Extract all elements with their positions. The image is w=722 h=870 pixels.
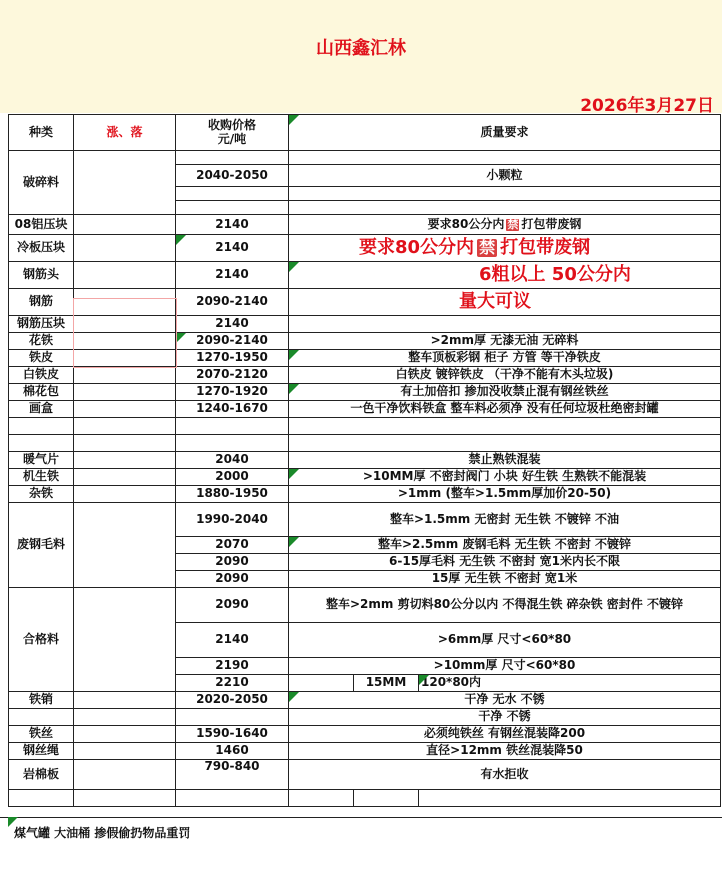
req-cell: 禁止熟铁混装 [289,452,721,469]
req-cell [289,235,721,262]
type-cell: 合格料 [9,588,74,692]
price-cell: 1590-1640 [176,726,289,743]
price-cell: 1880-1950 [176,486,289,503]
col-type: 种类 [9,115,74,151]
price-cell: 2000 [176,469,289,486]
req-cell: 干净 不锈 [289,709,721,726]
type-cell: 铁销 [9,692,74,709]
type-cell: 破碎料 [9,151,74,215]
change-cell [74,692,176,709]
req-cell: 有水拒收 [289,760,721,790]
table-row [9,401,721,418]
req-cell [354,790,419,807]
type-cell: 杂铁 [9,486,74,503]
price-cell: 2190 [176,658,289,675]
price-cell: 2140 [176,215,289,235]
req-cell [289,151,721,165]
type-cell: 铁皮 [9,350,74,367]
ban-stamp-icon: 禁 [479,238,496,258]
price-cell: 1240-1670 [176,401,289,418]
type-cell: 白铁皮 [9,367,74,384]
req-cell: 有土加倍扣 掺加没收禁止混有钢丝铁丝 [289,384,721,401]
change-cell [74,709,176,726]
req-cell: 120*80内 [419,675,721,692]
price-cell [176,187,289,201]
type-cell: 花铁 [9,333,74,350]
selection-highlight [73,298,177,368]
table-row [9,262,721,289]
price-cell: 2140 [176,316,289,333]
type-cell [9,790,74,807]
company-name: 山西鑫汇林 [316,38,406,59]
price-cell: 2070 [176,537,289,554]
table-row [9,709,721,726]
req-cell [289,418,721,435]
req-text: 要求80公分内 [359,237,475,259]
change-cell [74,367,176,384]
req-cell [289,215,721,235]
change-cell [74,262,176,289]
price-cell: 2090 [176,588,289,623]
footer-note [0,817,722,870]
price-table [8,114,721,807]
table-row [9,486,721,503]
table-row [9,588,721,623]
type-cell [9,435,74,452]
req-cell: 15厚 无生铁 不密封 宽1米 [289,571,721,588]
price-cell: 2040-2050 [176,165,289,187]
price-cell: 1460 [176,743,289,760]
req-text: 打包带废钢 [500,237,591,259]
col-requirement: 质量要求 [289,115,721,151]
change-cell [74,418,176,435]
req-cell [289,187,721,201]
type-cell: 废钢毛料 [9,503,74,588]
change-cell [74,469,176,486]
price-cell: 2070-2120 [176,367,289,384]
table-header-row [9,115,721,151]
type-cell: 铁丝 [9,726,74,743]
footer-text: 煤气罐 大油桶 掺假偷扔物品重罚 [14,826,191,840]
price-cell [176,790,289,807]
table-row [9,692,721,709]
price-cell: 2140 [176,235,289,262]
price-cell: 2090-2140 [176,333,289,350]
req-cell: 量大可议 [289,289,721,316]
req-cell: 整车>2mm 剪切料80公分以内 不得混生铁 碎杂铁 密封件 不镀锌 [289,588,721,623]
req-cell: 6粗以上 50公分内 [289,262,721,289]
req-cell: >6mm厚 尺寸<60*80 [289,623,721,658]
req-text: 打包带废钢 [521,216,582,231]
table-row [9,452,721,469]
change-cell [74,215,176,235]
type-cell: 岩棉板 [9,760,74,790]
req-cell: >10mm厚 尺寸<60*80 [289,658,721,675]
price-cell: 2090-2140 [176,289,289,316]
price-cell: 1270-1950 [176,350,289,367]
req-cell: 直径>12mm 铁丝混装降50 [289,743,721,760]
change-cell [74,790,176,807]
change-cell [74,435,176,452]
change-cell [74,760,176,790]
table-row [9,215,721,235]
price-cell [176,201,289,215]
req-cell: 6-15厚毛料 无生铁 不密封 宽1米内长不限 [289,554,721,571]
type-cell: 钢筋头 [9,262,74,289]
type-cell: 钢丝绳 [9,743,74,760]
type-cell: 钢筋 [9,289,74,316]
req-cell [289,675,354,692]
req-cell [289,790,354,807]
type-cell [9,709,74,726]
change-cell [74,401,176,418]
table-row [9,235,721,262]
type-cell: 暖气片 [9,452,74,469]
change-cell [74,235,176,262]
price-cell: 790-840 [176,760,289,790]
price-cell: 2090 [176,554,289,571]
ban-stamp-icon: 禁 [507,217,519,231]
req-cell [289,316,721,333]
req-cell: 整车顶板彩钢 柜子 方管 等干净铁皮 [289,350,721,367]
type-cell: 冷板压块 [9,235,74,262]
price-cell: 2210 [176,675,289,692]
req-cell: >2mm厚 无漆无油 无碎料 [289,333,721,350]
table-row [9,726,721,743]
col-price: 收购价格 元/吨 [176,115,289,151]
change-cell [74,151,176,215]
req-cell: >10MM厚 不密封阀门 小块 好生铁 生熟铁不能混装 [289,469,721,486]
price-cell [176,435,289,452]
table-row [9,367,721,384]
type-cell: 钢筋压块 [9,316,74,333]
req-cell: 干净 无水 不锈 [289,692,721,709]
price-cell: 2090 [176,571,289,588]
price-cell [176,151,289,165]
req-cell: 整车>1.5mm 无密封 无生铁 不镀锌 不油 [289,503,721,537]
price-cell: 2040 [176,452,289,469]
table-row [9,760,721,790]
table-row [9,743,721,760]
type-cell: 画盒 [9,401,74,418]
req-text: 要求80公分内 [427,216,505,231]
type-cell: 棉花包 [9,384,74,401]
price-cell: 2020-2050 [176,692,289,709]
price-cell [176,709,289,726]
col-change: 涨、落 [74,115,176,151]
change-cell [74,384,176,401]
req-cell: 15MM [354,675,419,692]
type-cell: 机生铁 [9,469,74,486]
price-cell [176,418,289,435]
price-date: 2026年3月27日 [580,96,714,116]
price-cell: 2140 [176,623,289,658]
req-cell [419,790,721,807]
req-cell: 必须纯铁丝 有钢丝混装降200 [289,726,721,743]
comment-flag-icon [8,817,18,827]
req-cell: 白铁皮 镀锌铁皮 （干净不能有木头垃圾) [289,367,721,384]
change-cell [74,503,176,588]
price-cell: 1270-1920 [176,384,289,401]
change-cell [74,588,176,692]
type-cell: 08铝压块 [9,215,74,235]
change-cell [74,743,176,760]
table-row [9,503,721,537]
req-cell: 整车>2.5mm 废钢毛料 无生铁 不密封 不镀锌 [289,537,721,554]
change-cell [74,486,176,503]
type-cell [9,418,74,435]
table-row [9,384,721,401]
price-cell: 1990-2040 [176,503,289,537]
change-cell [74,452,176,469]
req-cell: >1mm (整车>1.5mm厚加价20-50) [289,486,721,503]
req-cell: 小颗粒 [289,165,721,187]
req-cell: 一色干净饮料铁盒 整车料必须净 没有任何垃圾杜绝密封罐 [289,401,721,418]
change-cell [74,726,176,743]
req-cell [289,201,721,215]
table-row [9,469,721,486]
price-cell: 2140 [176,262,289,289]
req-cell [289,435,721,452]
